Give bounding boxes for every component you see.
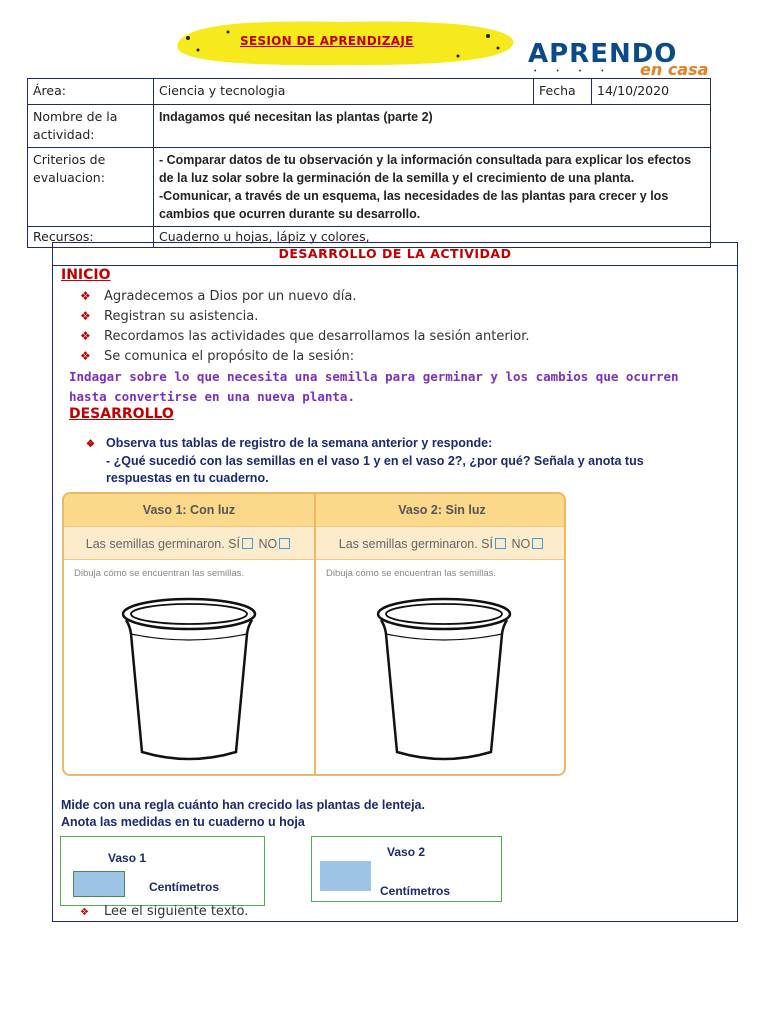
criterio-1: - Comparar datos de tu observación y la información consultada para explicar los efectos de la luz solar sobre la germinación de la semilla y el crecimiento de una planta. <box>159 153 692 185</box>
diamond-bullet-icon: ❖ <box>80 329 91 343</box>
area-value: Ciencia y tecnologia <box>154 79 534 105</box>
desarrollo-title: DESARROLLO DE LA ACTIVIDAD <box>52 242 738 266</box>
vaso2-unit: Centímetros <box>380 884 451 898</box>
logo-sub-text: en casa <box>640 60 709 79</box>
inicio-heading: INICIO <box>61 267 111 283</box>
logo-dots: • • • • <box>534 68 613 75</box>
vaso-observation-grid <box>62 492 566 776</box>
no-label: NO <box>258 537 278 551</box>
diamond-bullet-icon: ❖ <box>86 439 95 450</box>
vaso2-measure-label: Vaso 2 <box>387 845 426 859</box>
logo-main-text: APRENDO <box>528 39 678 69</box>
inicio-list <box>80 286 720 366</box>
vaso1-measure-input[interactable] <box>73 871 125 897</box>
criterios-value <box>154 148 711 227</box>
measure-instructions <box>61 797 661 831</box>
vaso1-measure-label: Vaso 1 <box>108 851 147 865</box>
list-item: ❖ Registran su asistencia. <box>80 306 720 326</box>
vaso1-draw-note: Dibuja cómo se encuentran las semillas. <box>74 568 245 579</box>
vaso2-measure-input[interactable] <box>320 861 371 891</box>
desarrollo-heading: DESARROLLO <box>69 406 174 422</box>
recursos-value: Cuaderno u hojas, lápiz y colores, <box>154 227 711 248</box>
vaso1-germination-row <box>64 526 314 560</box>
list-item: ❖ Lee el siguiente texto. <box>80 902 248 922</box>
no-checkbox[interactable] <box>279 538 290 549</box>
vaso2-germination-row <box>316 526 566 560</box>
diamond-bullet-icon: ❖ <box>80 907 89 918</box>
instruction-2: - ¿Qué sucedió con las semillas en el vaso 1 y en el vaso 2?, ¿por qué? Señala y anota tus respuestas en tu cuaderno. <box>106 454 644 485</box>
fecha-label: Fecha <box>534 79 592 105</box>
vaso2-draw-note: Dibuja cómo se encuentran las semillas. <box>326 568 497 579</box>
criterio-2: -Comunicar, a través de un esquema, las necesidades de las plantas para crecer y los cambios que ocurren durante su desarrollo. <box>159 189 669 221</box>
nombre-value: Indagamos qué necesitan las plantas (parte 2) <box>154 105 711 148</box>
criterios-label: Criterios de evaluacion: <box>28 148 154 227</box>
session-purpose: Indagar sobre lo que necesita una semilla para germinar y los cambios que ocurren hasta convertirse en una nueva planta. <box>69 369 679 404</box>
aprendo-en-casa-logo <box>528 40 718 80</box>
si-checkbox[interactable] <box>242 538 253 549</box>
germination-question: Las semillas germinaron. SÍ <box>85 537 240 551</box>
list-item: ❖ Se comunica el propósito de la sesión: <box>80 346 720 366</box>
no-checkbox[interactable] <box>532 538 543 549</box>
diamond-bullet-icon: ❖ <box>80 349 91 363</box>
cup-1-illustration <box>114 594 264 764</box>
vaso2-measure-box <box>311 836 502 902</box>
diamond-bullet-icon: ❖ <box>80 289 91 303</box>
cup-2-illustration <box>369 594 519 764</box>
measure-line-1: Mide con una regla cuánto han crecido las plantas de lenteja. <box>61 798 425 812</box>
area-label: Área: <box>28 79 154 105</box>
fecha-value: 14/10/2020 <box>592 79 711 105</box>
vaso2-header: Vaso 2: Sin luz <box>316 494 566 526</box>
info-table <box>27 78 711 248</box>
diamond-bullet-icon: ❖ <box>80 309 91 323</box>
vaso1-header: Vaso 1: Con luz <box>64 494 314 526</box>
no-label: NO <box>511 537 531 551</box>
vaso1-unit: Centímetros <box>149 880 220 894</box>
measure-line-2: Anota las medidas en tu cuaderno u hoja <box>61 815 305 829</box>
recursos-label: Recursos: <box>28 227 154 248</box>
nombre-label: Nombre de la actividad: <box>28 105 154 148</box>
si-checkbox[interactable] <box>495 538 506 549</box>
list-item: ❖ Agradecemos a Dios por un nuevo día. <box>80 286 720 306</box>
germination-question: Las semillas germinaron. SÍ <box>338 537 493 551</box>
column-divider <box>314 494 316 774</box>
list-item: ❖ Recordamos las actividades que desarrollamos la sesión anterior. <box>80 326 720 346</box>
instruction-1: Observa tus tablas de registro de la semana anterior y responde: <box>106 436 493 450</box>
session-title: SESION DE APRENDIZAJE <box>240 34 414 48</box>
vaso1-measure-box <box>60 836 265 906</box>
instruction-block <box>86 435 706 487</box>
